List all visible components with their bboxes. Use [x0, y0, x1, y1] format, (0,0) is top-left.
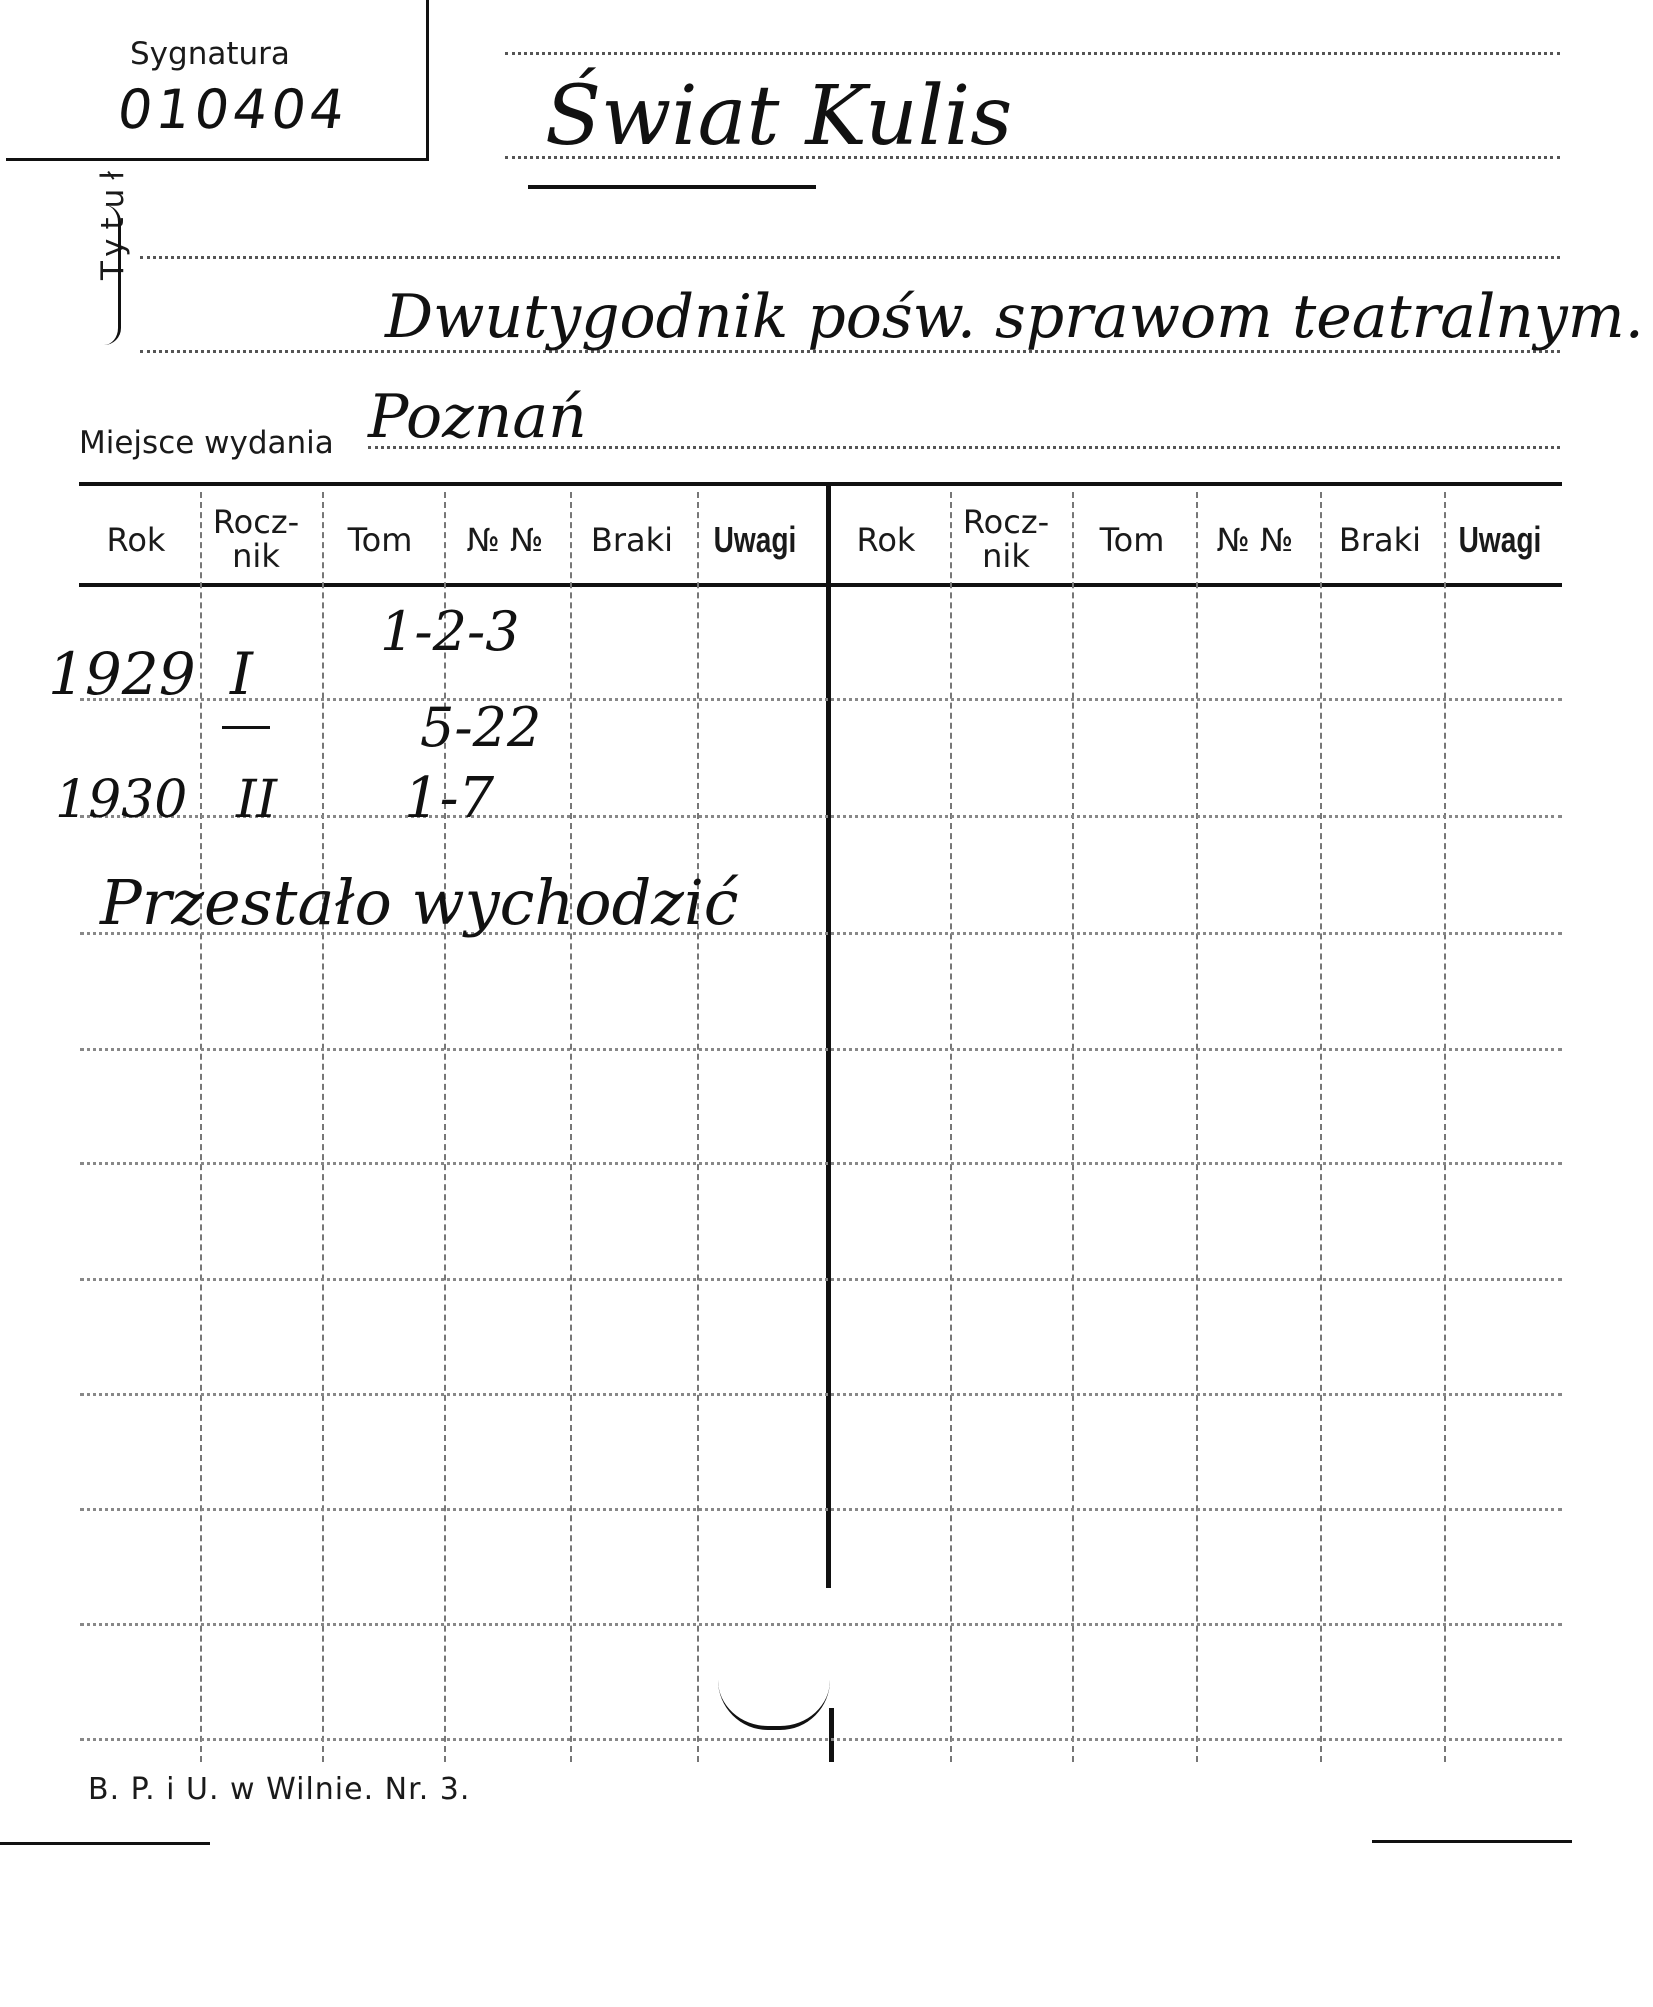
header-rok-right: Rok [856, 521, 916, 559]
header-nrnr-left: № № [466, 521, 544, 559]
footer-printer-note: B. P. i U. w Wilnie. Nr. 3. [88, 1772, 471, 1807]
table-center-divider-lower [829, 1708, 834, 1762]
header-tom-right: Tom [1099, 521, 1165, 559]
row-line [80, 815, 1562, 818]
row-line [80, 1623, 1562, 1626]
signature-box [6, 0, 429, 161]
col-divider-right-3 [1196, 492, 1198, 1762]
col-divider-left-4 [570, 492, 572, 1762]
title-underline [528, 185, 816, 189]
table-tear-mark [718, 1680, 830, 1730]
row-line [80, 1162, 1562, 1165]
entry-note-ceased: Przestało wychodzić [100, 866, 739, 939]
col-divider-left-5 [697, 492, 699, 1762]
row-line [80, 1278, 1562, 1281]
signature-value: 010404 [113, 78, 353, 141]
entry-volume-dash [222, 726, 270, 729]
row-line [80, 698, 1562, 701]
col-divider-left-3 [444, 492, 446, 1762]
entry-volume-II: II [236, 770, 278, 830]
col-divider-right-2 [1072, 492, 1074, 1762]
row-line [80, 1738, 1562, 1741]
header-uwagi-right: Uwagi [1458, 519, 1542, 560]
header-nrnr-right: № № [1216, 521, 1294, 559]
header-tom-left: Tom [347, 521, 413, 559]
entry-numbers-3: 1-7 [404, 766, 495, 831]
header-rok-left: Rok [106, 521, 166, 559]
title-dotted-line-3 [140, 256, 1560, 259]
header-braki-right: Braki [1338, 521, 1422, 559]
header-braki-left: Braki [590, 521, 674, 559]
title-label: Tytuł [95, 161, 131, 280]
row-line [80, 1048, 1562, 1051]
entry-year-1930: 1930 [55, 770, 188, 830]
col-divider-left-1 [200, 492, 202, 1762]
header-uwagi-left: Uwagi [713, 519, 797, 560]
table-center-divider [826, 486, 831, 1588]
entry-numbers-2: 5-22 [420, 696, 542, 759]
header-rocznik-left: Rocz- nik [212, 503, 300, 575]
col-divider-right-1 [950, 492, 952, 1762]
title-handwritten-line-1: Świat Kulis [545, 69, 1013, 164]
table-top-rule [79, 482, 1562, 486]
col-divider-right-4 [1320, 492, 1322, 1762]
title-handwritten-line-2: Dwutygodnik pośw. sprawom teatralnym. [385, 282, 1644, 352]
title-brace [104, 205, 121, 345]
row-line [80, 1393, 1562, 1396]
col-divider-left-2 [322, 492, 324, 1762]
table-header-rule [79, 583, 1562, 587]
card-bottom-edge-left [0, 1842, 210, 1845]
entry-numbers-1: 1-2-3 [380, 600, 520, 663]
entry-volume-I: I [230, 640, 253, 708]
place-handwritten-value: Poznań [368, 382, 587, 452]
row-line [80, 1508, 1562, 1511]
header-rocznik-right: Rocz- nik [962, 503, 1050, 575]
title-dotted-line-1 [505, 52, 1560, 55]
place-label: Miejsce wydania [79, 425, 334, 461]
col-divider-right-5 [1444, 492, 1446, 1762]
card-bottom-edge-right [1372, 1840, 1572, 1843]
signature-label: Sygnatura [130, 36, 290, 72]
entry-year-1929: 1929 [48, 640, 196, 708]
